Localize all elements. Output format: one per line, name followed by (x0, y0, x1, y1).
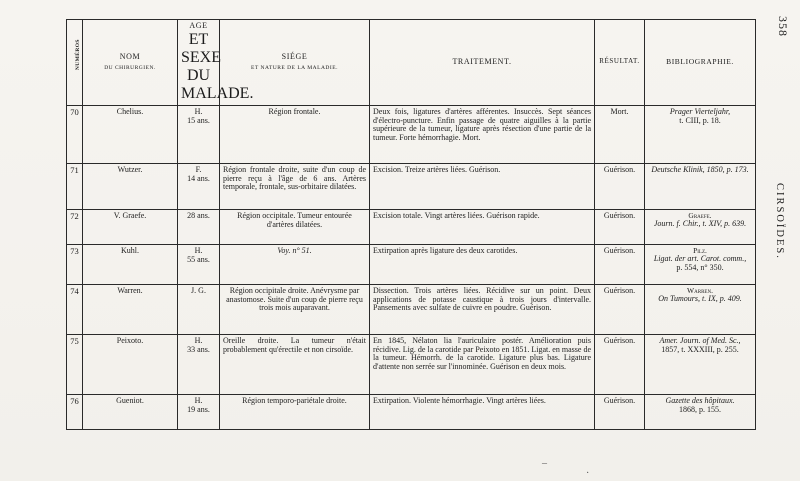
age-sex: H. 19 ans. (178, 394, 220, 429)
resultat: Guérison. (595, 244, 645, 284)
traitement: Deux fois, ligatures d'artères afférentes. Insuccès. Sept séances d'électro-puncture. Enfin passage de quatre aiguilles à la partie supérieure de la tumeur, ligature après résection d'une partie de la tumeur. Forte hémorrhagie. Mort. (370, 105, 595, 163)
age-sex: F. 14 ans. (178, 163, 220, 209)
bibliographie: Pilz. Ligat. der art. Carot. comm., p. 554, n° 350. (645, 244, 756, 284)
resultat: Guérison. (595, 163, 645, 209)
case-table (66, 19, 756, 430)
table-row (67, 284, 756, 334)
traitement: Excision. Treize artères liées. Guérison. (370, 163, 595, 209)
table-row (67, 394, 756, 429)
bibliographie: Prager Vierteljahr, t. CIII, p. 18. (645, 105, 756, 163)
traitement: Extirpation après ligature des deux carotides. (370, 244, 595, 284)
siege: Région frontale. (220, 105, 370, 163)
header-age: AGE ET SEXE DU MALADE. (178, 20, 220, 106)
bibliographie: Gazette des hôpitaux. 1868, p. 155. (645, 394, 756, 429)
scan-speck: · (586, 468, 590, 479)
header-resultat: RÉSULTAT. (595, 20, 645, 106)
age-sex: H. 15 ans. (178, 105, 220, 163)
case-number: 71 (67, 163, 83, 209)
table-row (67, 209, 756, 244)
siege: Région frontale droite, suite d'un coup de pierre reçu à l'âge de 6 ans. Artères temporale, frontale, sus-orbitaire dilatées. (220, 163, 370, 209)
siege: Région temporo-pariétale droite. (220, 394, 370, 429)
case-number: 74 (67, 284, 83, 334)
bibliographie: Deutsche Klinik, 1850, p. 173. (645, 163, 756, 209)
surgeon-name: Peixoto. (83, 334, 178, 394)
case-number: 76 (67, 394, 83, 429)
case-number: 70 (67, 105, 83, 163)
table-row (67, 163, 756, 209)
siege: Région occipitale droite. Anévrysme par anastomose. Suite d'un coup de pierre reçu trois mois auparavant. (220, 284, 370, 334)
header-siege: SIÉGE ET NATURE DE LA MALADIE. (220, 20, 370, 106)
header-numeros: NUMÉROS (67, 20, 83, 106)
age-sex: J. G. (178, 284, 220, 334)
surgeon-name: V. Graefe. (83, 209, 178, 244)
case-number: 73 (67, 244, 83, 284)
header-row (67, 20, 756, 106)
traitement: En 1845, Nélaton lia l'auriculaire postér. Amélioration puis récidive. Lig. de la carotide par Peixoto en 1851. Ligat. en masse de la tumeur. Hémorrh. de la carotide. Ligature plus bas. Ligature d'attente non serrée sur l'innominée. Guérison en deux mois. (370, 334, 595, 394)
resultat: Guérison. (595, 334, 645, 394)
bibliographie: Amer. Journ. of Med. Sc., 1857, t. XXXIII, p. 255. (645, 334, 756, 394)
siege: Voy. n° 51. (220, 244, 370, 284)
page-number: 358 (776, 16, 790, 37)
running-head: CIRSOÏDES. (774, 183, 785, 260)
table-row (67, 105, 756, 163)
age-sex: H. 33 ans. (178, 334, 220, 394)
surgeon-name: Kuhl. (83, 244, 178, 284)
traitement: Excision totale. Vingt artères liées. Guérison rapide. (370, 209, 595, 244)
siege: Région occipitale. Tumeur entourée d'artères dilatées. (220, 209, 370, 244)
table-row (67, 334, 756, 394)
header-nom: NOM DU CHIRURGIEN. (83, 20, 178, 106)
age-sex: 28 ans. (178, 209, 220, 244)
table-row (67, 244, 756, 284)
traitement: Extirpation. Violente hémorrhagie. Vingt artères liées. (370, 394, 595, 429)
resultat: Guérison. (595, 209, 645, 244)
bibliographie: Warren. On Tumours, t. IX, p. 409. (645, 284, 756, 334)
header-bibliographie: BIBLIOGRAPHIE. (645, 20, 756, 106)
resultat: Guérison. (595, 284, 645, 334)
traitement: Dissection. Trois artères liées. Récidive sur un point. Deux applications de potasse caustique à trois jours d'intervalle. Pansements avec sulfate de cuivre en poudre. Guérison. (370, 284, 595, 334)
surgeon-name: Warren. (83, 284, 178, 334)
resultat: Guérison. (595, 394, 645, 429)
age-sex: H. 55 ans. (178, 244, 220, 284)
case-number: 72 (67, 209, 83, 244)
surgeon-name: Wutzer. (83, 163, 178, 209)
surgeon-name: Gueniot. (83, 394, 178, 429)
siege: Oreille droite. La tumeur n'était probablement qu'érectile et non cirsoïde. (220, 334, 370, 394)
scan-speck: – (542, 458, 547, 469)
header-traitement: TRAITEMENT. (370, 20, 595, 106)
case-number: 75 (67, 334, 83, 394)
bibliographie: Graefe. Journ. f. Chir., t. XIV, p. 639. (645, 209, 756, 244)
resultat: Mort. (595, 105, 645, 163)
surgeon-name: Chelius. (83, 105, 178, 163)
